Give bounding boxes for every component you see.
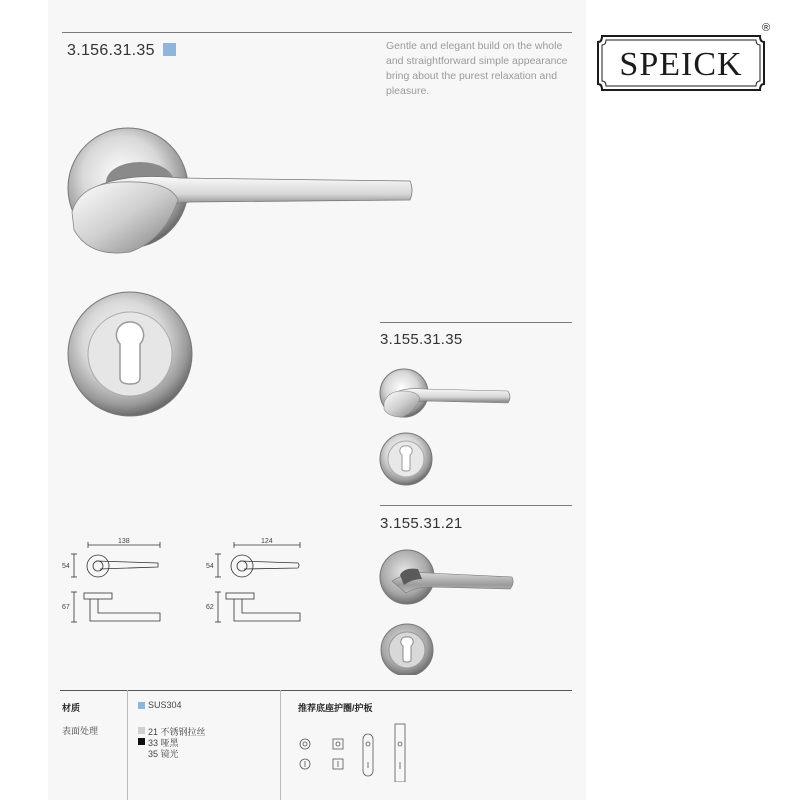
product-description: Gentle and elegant build on the whole and straightforward simple appearance bring about the purest relaxation and pleasure. [386, 40, 568, 97]
recommended-label: 推荐底座护圈/护板 [298, 703, 373, 713]
variant2-rule [380, 505, 572, 506]
material-label: 材质 [62, 703, 81, 713]
right-rose-height-label: 54 [206, 563, 214, 570]
key-escutcheon [68, 292, 192, 416]
variant1-handle [380, 369, 510, 417]
finish-item-2: 33 哑黑 [148, 738, 179, 748]
variant1-code: 3.155.31.35 [380, 331, 463, 348]
registered-mark: ® [762, 22, 771, 34]
lever-handle [68, 128, 412, 253]
short-plate-icon [363, 734, 373, 776]
top-rule [62, 32, 572, 33]
main-product-illustration [60, 120, 430, 430]
brand-logo [596, 32, 766, 94]
left-width-label: 138 [118, 538, 130, 545]
variant1-rule [380, 322, 572, 323]
long-plate-icon [395, 724, 405, 782]
dimension-drawing-right [206, 535, 306, 630]
variant2-escutcheon [381, 624, 433, 675]
main-product-code: 3.156.31.35 [67, 42, 155, 59]
finish-swatch-3 [138, 749, 145, 756]
rose-options [295, 722, 415, 782]
dimension-drawing-left [60, 535, 170, 630]
variant2-handle [380, 550, 513, 604]
variant1-escutcheon [380, 433, 432, 485]
material-swatch [138, 702, 145, 709]
spec-divider-1 [127, 690, 128, 800]
variant1-illustration [378, 365, 518, 490]
right-handle-height-label: 62 [206, 604, 214, 611]
material-value: SUS304 [148, 700, 182, 710]
variant2-code: 3.155.31.21 [380, 515, 463, 532]
variant2-illustration [378, 545, 523, 675]
finish-swatch-1 [138, 727, 145, 734]
main-product-marker [163, 43, 176, 56]
finish-label: 表面处理 [62, 726, 99, 736]
finish-item-1: 21 不锈钢拉丝 [148, 727, 206, 737]
spec-divider-2 [280, 690, 281, 800]
finish-swatch-2 [138, 738, 145, 745]
round-rose-icon [300, 739, 310, 769]
square-rose-icon [333, 739, 343, 769]
spec-rule [60, 690, 572, 691]
brand-name: SPEICK [619, 46, 743, 83]
right-width-label: 124 [261, 538, 273, 545]
left-handle-height-label: 67 [62, 604, 70, 611]
finish-item-3: 35 镜光 [148, 749, 179, 759]
left-rose-height-label: 54 [62, 563, 70, 570]
